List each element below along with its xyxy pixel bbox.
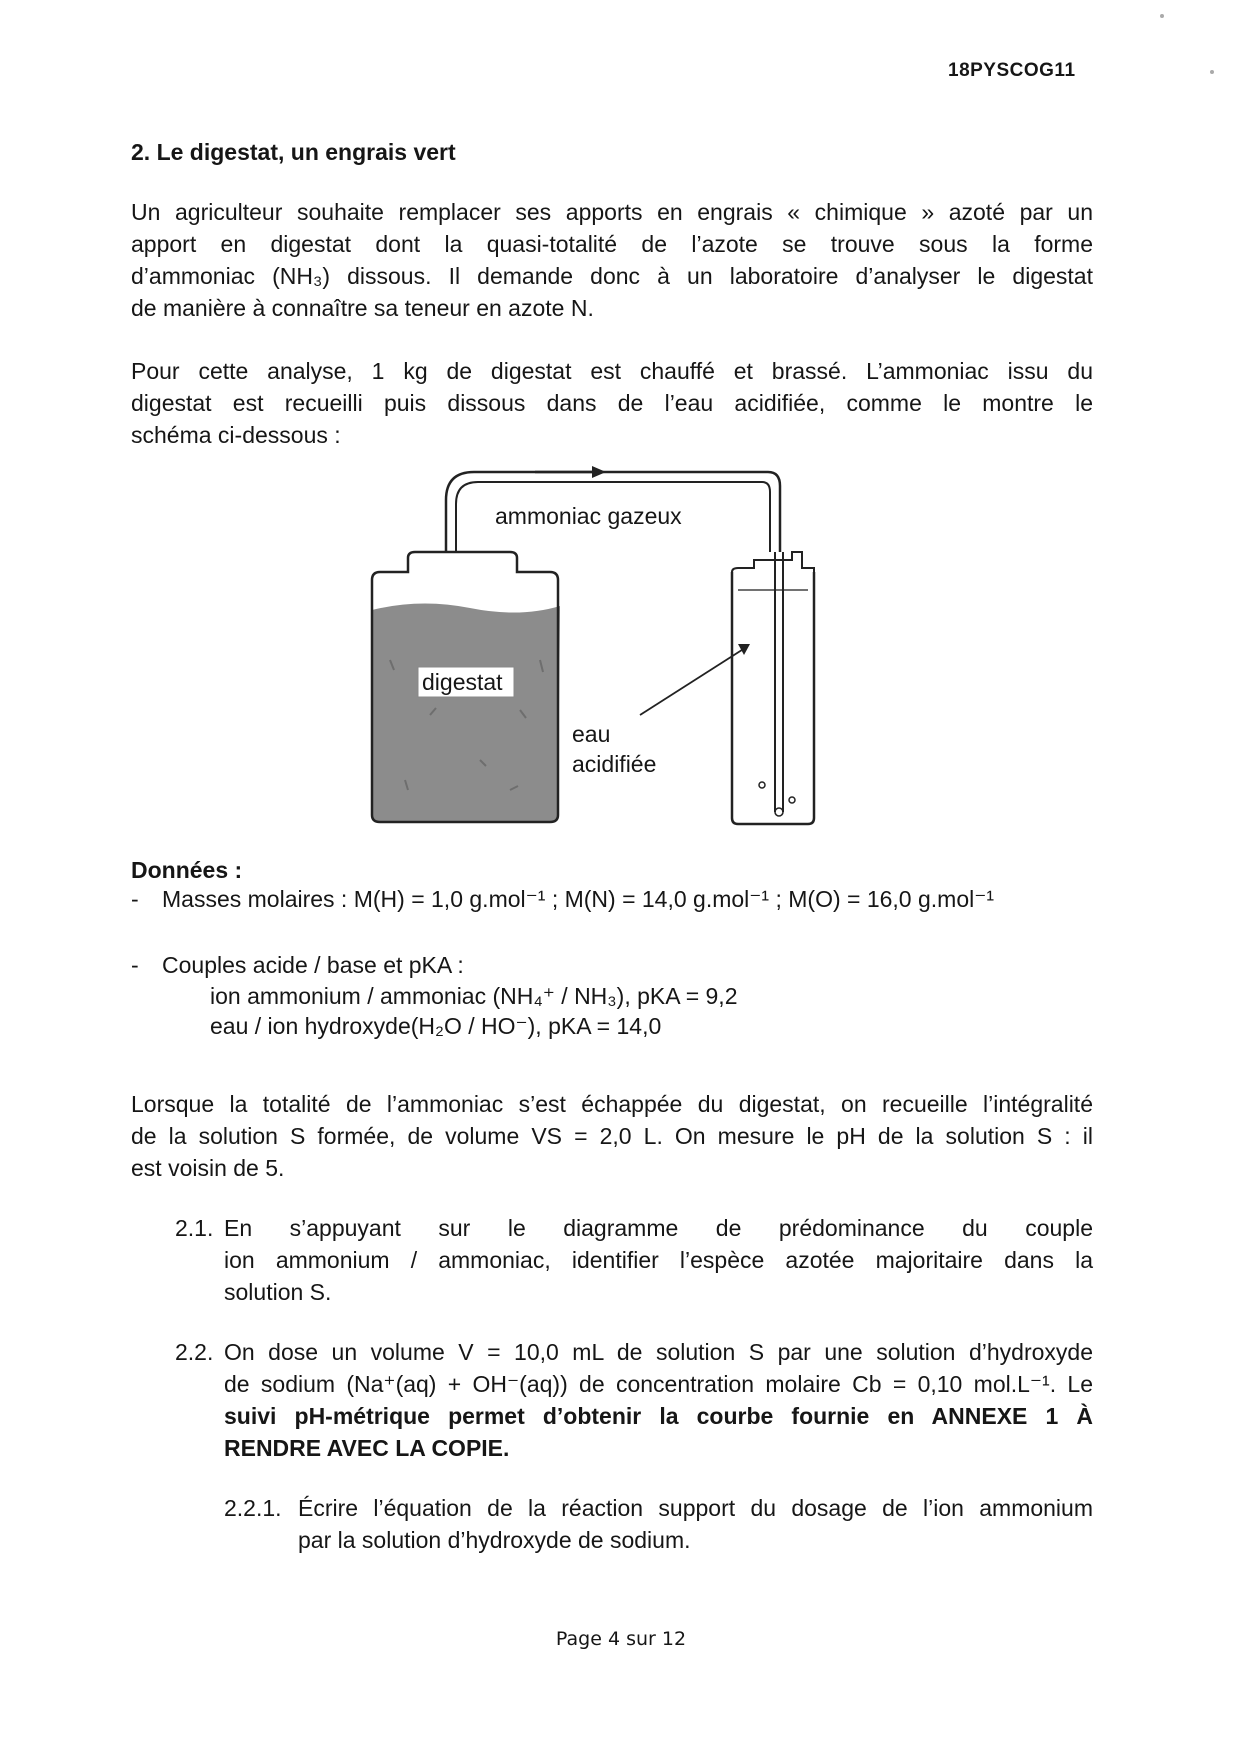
masses-values: M(H) = 1,0 g.mol⁻¹ ; M(N) = 14,0 g.mol⁻¹ ; M(O) = 16,0 g.mol⁻¹: [353, 886, 995, 912]
donnees-title: Données :: [131, 857, 243, 883]
question-number: 2.2.1.: [224, 1495, 282, 1521]
intro-line: apport en digestat dont la quasi-totalité de l’azote se trouve sous la forme: [131, 231, 1093, 257]
bubble: [789, 797, 795, 803]
scan-speck: [1210, 70, 1214, 74]
document-code: 18PYSCOG11: [948, 60, 1076, 81]
question-line: On dose un volume V = 10,0 mL de solution S par une solution d’hydroxyde: [224, 1339, 1093, 1365]
question-line: Écrire l’équation de la réaction support du dosage de l’ion ammonium: [298, 1495, 1093, 1521]
water-label-2: acidifiée: [572, 751, 657, 777]
solution-paragraph: [131, 1088, 1093, 1184]
question-2-2-1: [224, 1492, 1093, 1562]
question-line: de sodium (Na⁺(aq) + OH⁻(aq)) de concentration molaire Cb = 0,10 mol.L⁻¹. Le: [224, 1371, 1093, 1397]
flow-arrow-head: [592, 466, 606, 478]
analysis-line: digestat est recueilli puis dissous dans de l’eau acidifiée, comme le montre le: [131, 390, 1093, 416]
couple-water: eau / ion hydroxyde(H₂O / HO⁻), pKA = 14,0: [210, 1013, 662, 1039]
question-line: solution S.: [224, 1279, 332, 1305]
gas-label: ammoniac gazeux: [495, 503, 682, 529]
bubble: [775, 808, 783, 816]
couples-label: Couples acide / base et pKA :: [162, 952, 464, 978]
test-tube-stopper: [732, 552, 814, 572]
dash: -: [131, 952, 139, 978]
test-tube: [732, 572, 814, 824]
couple-ammonium: ion ammonium / ammoniac (NH₄⁺ / NH₃), pKA = 9,2: [210, 983, 738, 1009]
page-number: Page 4 sur 12: [555, 1628, 687, 1650]
question-number: 2.2.: [175, 1339, 214, 1365]
water-arrow-head: [738, 644, 750, 655]
intro-line: Un agriculteur souhaite remplacer ses apports en engrais « chimique » azoté par un: [131, 199, 1093, 225]
question-2-1: [175, 1212, 1093, 1312]
digestat-fill: [372, 603, 560, 822]
apparatus-diagram: [360, 460, 840, 830]
masses-label: Masses molaires :: [162, 886, 348, 912]
dash: -: [131, 886, 139, 912]
intro-paragraph: [131, 196, 1093, 324]
solution-line: Lorsque la totalité de l’ammoniac s’est échappée du digestat, on recueille l’intégralité: [131, 1091, 1093, 1117]
masses-line: [162, 884, 994, 914]
bubble: [759, 782, 765, 788]
question-2-2: [175, 1336, 1093, 1466]
intro-line: de manière à connaître sa teneur en azote N.: [131, 295, 594, 321]
digestat-label: digestat: [422, 669, 503, 695]
question-line: suivi pH-métrique permet d’obtenir la courbe fournie en ANNEXE 1 À: [224, 1403, 1093, 1429]
solution-line: est voisin de 5.: [131, 1155, 285, 1181]
intro-line: d’ammoniac (NH₃) dissous. Il demande donc à un laboratoire d’analyser le digestat: [131, 263, 1093, 289]
analysis-line: Pour cette analyse, 1 kg de digestat est chauffé et brassé. L’ammoniac issu du: [131, 358, 1093, 384]
question-line: par la solution d’hydroxyde de sodium.: [298, 1527, 691, 1553]
analysis-line: schéma ci-dessous :: [131, 422, 341, 448]
scan-speck: [1160, 14, 1164, 18]
water-arrow-line: [640, 648, 745, 715]
question-line: RENDRE AVEC LA COPIE.: [224, 1435, 510, 1461]
question-line: ion ammonium / ammoniac, identifier l’espèce azotée majoritaire dans la: [224, 1247, 1093, 1273]
section-title: 2. Le digestat, un engrais vert: [131, 139, 456, 165]
water-label-1: eau: [572, 721, 611, 747]
question-number: 2.1.: [175, 1215, 214, 1241]
analysis-paragraph: [131, 355, 1093, 451]
question-line: En s’appuyant sur le diagramme de prédominance du couple: [224, 1215, 1093, 1241]
solution-line: de la solution S formée, de volume VS = 2,0 L. On mesure le pH de la solution S : il: [131, 1123, 1093, 1149]
